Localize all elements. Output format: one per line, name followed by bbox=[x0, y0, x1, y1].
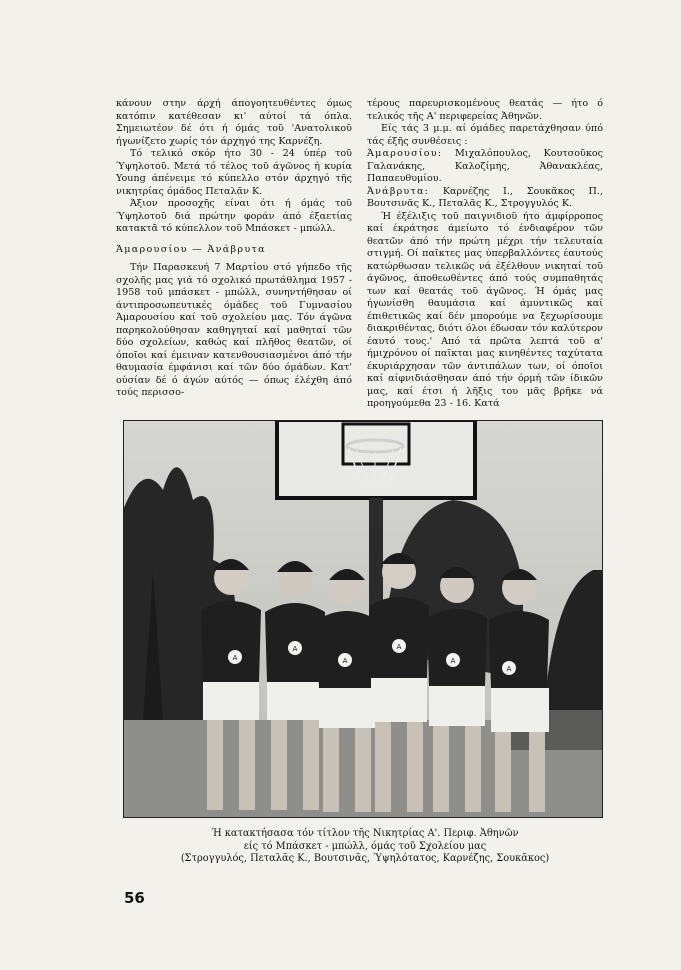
team-photo bbox=[123, 420, 603, 818]
jersey-letter-1: Α bbox=[232, 654, 238, 662]
team-lineup-amarousiou bbox=[367, 148, 603, 186]
team-name-anavryta: Ἀνάβρυτα: bbox=[367, 185, 430, 197]
left-paragraph-1: κάνουν στην άρχή άπογοητευθέντες όμως κατόπιν κατέθεσαν κι' αύτοί τά όπλα. Σημειωτέον δέ ότι ή όμάς τοῦ 'Ανατολικοῦ ήγωνίζετο χωρίς τόν άρχηγό της Καρνέζη. bbox=[116, 98, 352, 147]
caption-line-2: είς τό Μπάσκετ - μπώλλ, όμάς τοῦ Σχολείου μας bbox=[243, 840, 487, 852]
team-lineup-anavryta bbox=[367, 186, 603, 211]
left-paragraph-3: Άξιον προσοχῆς είναι ότι ή όμάς τοῦ Ύψηλοτοῦ διά πρώτην φοράν άπό έξαετίας κατακτᾶ τό κύπελλον τοῦ Μπάσκετ - μπώλλ. bbox=[116, 198, 352, 234]
jersey-letter-2: Α bbox=[292, 645, 298, 653]
right-paragraph-3: Ή έξέλιξις τοῦ παιγνιδιοῦ ήτο άμφίρροπος καί έκράτησε άμείωτο τό ένδιαφέρον τῶν θεατῶν άπό τήν πρώτη μέχρι τήν τελευταία στιγμή. Οί παῖκτες μας ύπερβαλλόντες έαυτούς κατώρθωσαν τελικῶς νά έξέλθουν νικηταί τοῦ άγῶνος, άποθεωθέντες άπό τούς συμπαθητάς των καί θεατάς τοῦ άγῶνος. Ή όμάς μας ήγωνίσθη θαυμάσια καί άμυντικῶς καί έπιθετικῶς καί δέν μπορούμε να ξεχωρίσουμε διακριθέντας, διότι όλοι έδωσαν τόν καλύτερον έαυτό τους.' Από τά πρῶτα λεπτά τοῦ α' ήμιχρόνου οί παῖκται μας κινηθέντες ταχύτατα έκυριάρχησαν τῶν άντιπάλων των, οί όποῖοι καί αίφνιδιάσθησαν άπό τήν όρμή τῶν ίδικῶν μας, καί έτσι ή λῆξις του μᾶς βρῆκε νά προηγούμεθα 23 - 16. Κατά bbox=[367, 210, 603, 409]
jersey-letter-4: Α bbox=[396, 643, 402, 651]
page-number: 56 bbox=[124, 889, 145, 907]
section-heading: Άμαρουσίου — Ἀνάβρυτα bbox=[116, 243, 266, 255]
team-players-anavryta: Καρνέζης Ι., Σουκᾶκος Π., Βουτσινᾶς Κ., Πεταλᾶς Κ., Στρογγυλός Κ. bbox=[367, 185, 603, 209]
left-paragraph-4: Τήν Παρασκευή 7 Μαρτίου στό γήπεδο τῆς σχολῆς μας γιά τό σχολικό πρωτάθλημα 1957 - 1958 τοῦ μπάσκετ - μπώλλ, συνηντήθησαν οί άντιπροσωπευτικές όμάδες τοῦ Γυμνασίου Άμαρουσίου καί τοῦ σχολείου μας. Τόν άγῶνα παρηκολούθησαν καθηγηταί καί μαθηταί τῶν δύο σχολείων, καθώς καί πλῆθος θεατῶν, οί όποῖοι καί έμειναν κατενθουσιασμένοι άπό τήν θαυμασία έμφάνισι καί τῶν δύο όμάδων. Κατ' ούσίαν δέ ό άγών αύτός — όπως έλέχθη άπό τούς περισσο- bbox=[116, 262, 352, 398]
left-paragraph-2: Τό τελικό σκόρ ήτο 30 - 24 ύπέρ τοῦ Ύψηλοτοῦ. Μετά τό τέλος τοῦ άγῶνος ή κυρία Young άπένειμε τό κύπελλο στόν άρχηγό τῆς νικητρίας όμάδος Πεταλᾶν Κ. bbox=[116, 148, 352, 197]
team-players-amarousiou: Μιχαλόπουλος, Κουτσοῦκος Γαλανάκης, Καλοζίμης, Ἀθανακλέας, Παπαευθυμίου. bbox=[367, 148, 603, 184]
team-photo-illustration bbox=[123, 420, 603, 818]
right-column bbox=[367, 98, 603, 411]
jersey-letter-5: Α bbox=[450, 657, 456, 665]
jersey-letter-6: Α bbox=[506, 665, 512, 673]
right-paragraph-1: τέρους παρευρισκομένους θεατάς — ήτο ό τελικός τῆς Α' περιφερείας Ἀθηνῶν. bbox=[367, 98, 603, 122]
left-column bbox=[116, 98, 352, 400]
team-name-amarousiou: Άμαρουσίου: bbox=[367, 148, 443, 159]
photo-caption bbox=[150, 828, 580, 866]
right-paragraph-2: Είς τάς 3 μ.μ. αί όμάδες παρετάχθησαν ύπό τάς έξῆς συνθέσεις : bbox=[367, 123, 603, 147]
caption-line-1: Ή κατακτήσασα τόν τίτλον τῆς Νικητρίας Α'. Περιφ. Ἀθηνῶν bbox=[211, 828, 519, 839]
jersey-letter-3: Α bbox=[342, 657, 348, 665]
caption-line-3: (Στρογγυλός, Πεταλᾶς Κ., Βουτσινᾶς, Ύψηλότατος, Καρνέζης, Σουκᾶκος) bbox=[180, 853, 550, 865]
